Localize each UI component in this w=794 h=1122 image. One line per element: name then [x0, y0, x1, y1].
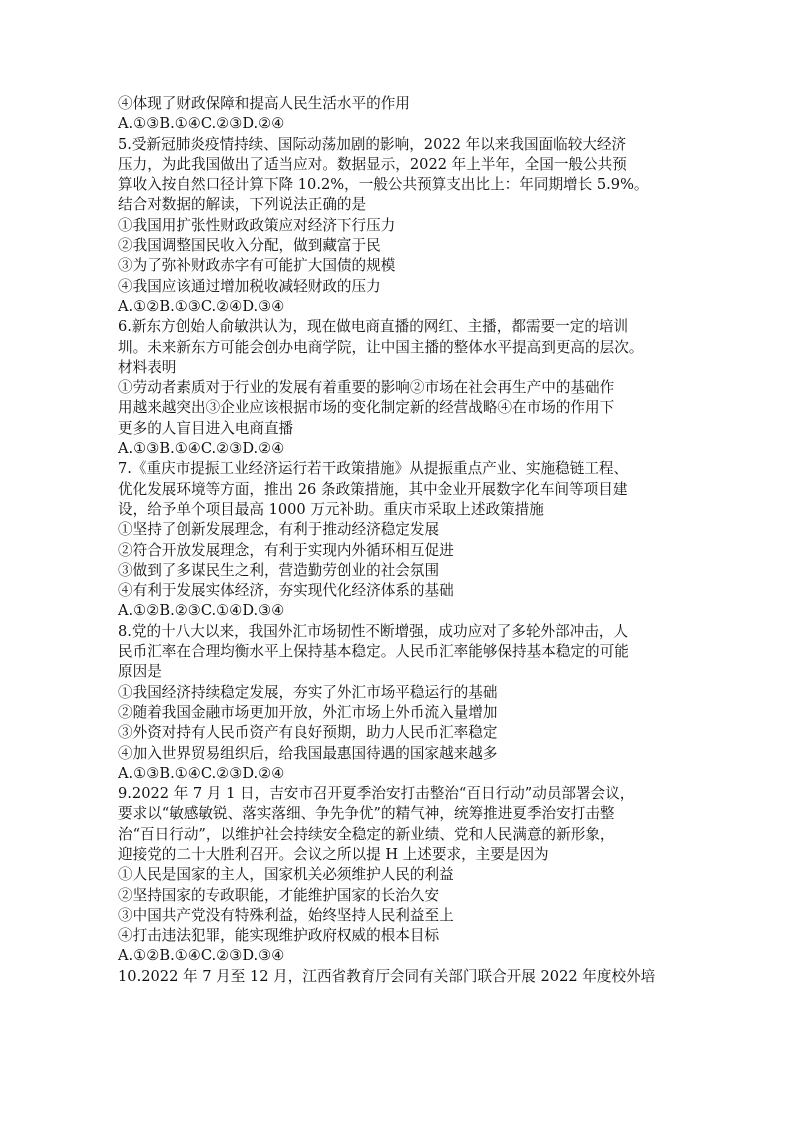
text-line: 迎接党的二十大胜利召开。会议之所以提 H 上述要求，主要是因为	[118, 845, 549, 863]
text-line: 优化发展环境等方面，推出 26 条政策措施，其中金业开展数字化车间等项目建	[118, 480, 628, 498]
text-line: 结合对数据的解读，下列说法正确的是	[118, 196, 367, 214]
text-line: ④我国应该通过增加税收减轻财政的压力	[118, 277, 381, 295]
text-line: 10.2022 年 7 月至 12 月，江西省教育厅会同有关部门联合开展 2022 年度校外培	[118, 967, 656, 985]
text-line: A.①②B.①③C.②④D.③④	[118, 297, 285, 315]
text-line: ②我国调整国民收入分配，做到藏富于民	[118, 237, 381, 255]
text-line: 设，给予单个项目最高 1000 万元补助。重庆市采取上述政策措施	[118, 500, 544, 518]
text-line: 治“百日行动”，以维护社会持续安全稳定的新业绩、党和人民满意的新形象，	[118, 825, 615, 843]
text-line: 压力，为此我国做出了适当应对。数据显示，2022 年上半年，全国一般公共预	[118, 155, 627, 173]
text-line: ①劳动者素质对于行业的发展有着重要的影响②市场在社会再生产中的基础作	[118, 379, 615, 397]
text-line: ③外资对持有人民币资产有良好预期，助力人民币汇率稳定	[118, 724, 498, 742]
text-line: 8.党的十八大以来，我国外汇市场韧性不断增强，成功应对了多轮外部冲击，人	[118, 622, 629, 640]
text-line: 更多的人盲目进入电商直播	[118, 419, 294, 437]
text-line: 算收入按自然口径计算下降 10.2%，一般公共预算支出比上：年同期增长 5.9%。	[118, 176, 649, 194]
text-line: 材料表明	[118, 358, 177, 376]
text-line: A.①③B.①④C.②③D.②④	[118, 115, 285, 133]
text-line: A.①③B.①④C.②③D.②④	[118, 764, 285, 782]
text-line: ②随着我国金融市场更加开放，外汇市场上外币流入量增加	[118, 703, 498, 721]
text-line: A.①②B.②③C.①④D.③④	[118, 602, 285, 620]
text-line: 要求以“敏感敏锐、落实落细、争先争优”的精气神，统筹推进夏季治安打击整	[118, 805, 615, 823]
text-line: ②坚持国家的专政职能，才能维护国家的长治久安	[118, 886, 440, 904]
text-line: 7.《重庆市提振工业经济运行若干政策措施》从提振重点产业、实施稳链工程、	[118, 460, 629, 478]
text-line: 民币汇率在合理均衡水平上保持基本稳定。人民币汇率能够保持基本稳定的可能	[118, 643, 629, 661]
text-line: ④打击违法犯罪，能实现维护政府权威的根本目标	[118, 927, 440, 945]
text-line: A.①②B.①④C.②③D.③④	[118, 947, 285, 965]
text-line: 圳。未来新东方可能会创办电商学院，让中国主播的整体水平提高到更高的层次。	[118, 338, 644, 356]
text-line: ③做到了多谋民生之利，营造勤劳创业的社会氛围	[118, 561, 440, 579]
text-line: 用越来越突出③企业应该根据市场的变化制定新的经营战略④在市场的作用下	[118, 399, 615, 417]
text-line: 9.2022 年 7 月 1 日，吉安市召开夏季治安打击整治“百日行动”动员部署会议，	[118, 785, 635, 803]
text-line: ④有利于发展实体经济，夯实现代化经济体系的基础	[118, 582, 454, 600]
text-line: ③中国共产党没有特殊利益，始终坚持人民利益至上	[118, 906, 454, 924]
text-line: ④体现了财政保障和提高人民生活水平的作用	[118, 95, 410, 112]
document-page	[118, 94, 678, 987]
text-line: ②符合开放发展理念，有利于实现内外循环相互促进	[118, 541, 454, 559]
text-line: ①我国用扩张性财政政策应对经济下行压力	[118, 216, 396, 234]
text-line: ①我国经济持续稳定发展，夯实了外汇市场平稳运行的基础	[118, 683, 498, 701]
text-line: ①坚持了创新发展理念，有利于推动经济稳定发展	[118, 521, 440, 539]
text-line: 5.受新冠肺炎疫情持续、国际动荡加剧的影响，2022 年以来我国面临较大经济	[118, 135, 627, 153]
text-line: 6.新东方创始人俞敏洪认为，现在做电商直播的网红、主播，都需要一定的培训	[118, 318, 629, 336]
text-line: A.①③B.①④C.②③D.②④	[118, 440, 285, 458]
text-line: ④加入世界贸易组织后，给我国最惠国待遇的国家越来越多	[118, 744, 498, 762]
text-line: ③为了弥补财政赤字有可能扩大国债的规模	[118, 257, 396, 275]
text-line: ①人民是国家的主人，国家机关必须维护人民的利益	[118, 866, 454, 884]
text-line: 原因是	[118, 663, 162, 681]
